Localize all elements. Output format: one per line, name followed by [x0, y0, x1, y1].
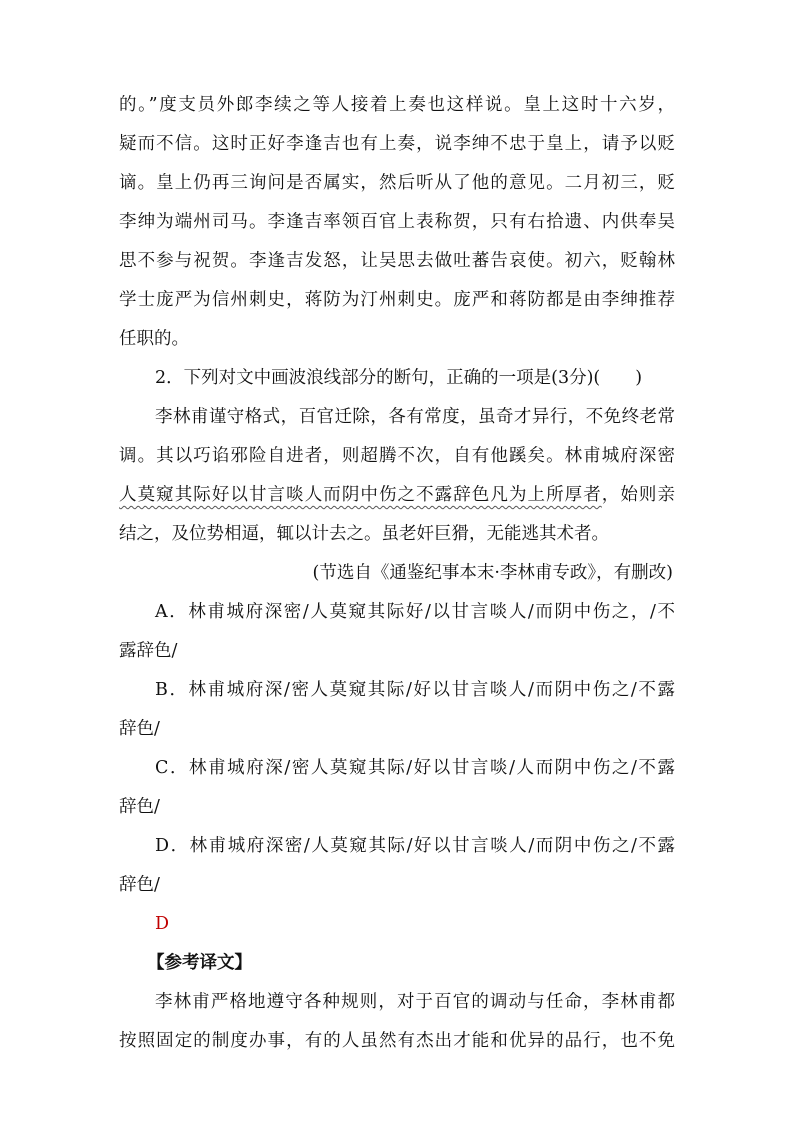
question-2: [119, 359, 675, 944]
reference-translation: [119, 944, 675, 1061]
text-line: 思不参与祝贺。李逢吉发怒，让吴思去做吐蕃告哀使。初六，贬翰林: [119, 251, 675, 271]
option-text: 辞色/: [119, 875, 160, 895]
passage-text: ，始则亲: [601, 485, 676, 505]
option-text: 辞色/: [119, 797, 160, 817]
option-text: B．林甫城府深/密人莫窥其际/好以甘言啖人/而阴中伤之/不露: [155, 680, 675, 700]
option-text: C．林甫城府深/密人莫窥其际/好以甘言啖/人而阴中伤之/不露: [155, 758, 675, 778]
classical-passage-line: 结之，及位势相逼，辄以计去之。虽老奸巨猾，无能逃其术者。: [119, 524, 609, 544]
question-stem: 2．下列对文中画波浪线部分的断句，正确的一项是(3分)( ): [155, 368, 643, 388]
text-line: 任职的。: [119, 329, 189, 349]
text-line: 按照固定的制度办事，有的人虽然有杰出才能和优异的品行，也不免: [119, 1031, 675, 1051]
text-line: 学士庞严为信州刺史，蒋防为汀州刺史。庞严和蒋防都是由李绅推荐: [119, 290, 675, 310]
text-line: 李绅为端州司马。李逢吉率领百官上表称贺，只有右拾遗、内供奉吴: [119, 212, 675, 232]
classical-passage-line: [119, 476, 675, 515]
option-text: A．林甫城府深密/人莫窥其际好/以甘言啖人/而阴中伤之，/不: [155, 602, 675, 622]
option-a: [119, 593, 675, 671]
wavy-underlined-text: 人莫窥其际好以甘言啖人而阴中伤之不露辞色凡为上所厚者: [119, 485, 602, 505]
option-text: 辞色/: [119, 719, 160, 739]
text-line: 谪。皇上仍再三询问是否属实，然后听从了他的意见。二月初三，贬: [119, 173, 675, 193]
answer: D: [155, 914, 170, 934]
text-line: 的。”度支员外郎李续之等人接着上奏也这样说。皇上这时十六岁，: [119, 95, 675, 115]
option-text: D．林甫城府深密/人莫窥其际/好以甘言啖人/而阴中伤之/不露: [155, 836, 675, 856]
text-line: 李林甫严格地遵守各种规则，对于百官的调动与任命，李林甫都: [155, 992, 675, 1012]
translation-paragraph: [119, 86, 675, 359]
classical-passage-line: 李林甫谨守格式，百官迁除，各有常度，虽奇才异行，不免终老常: [155, 407, 675, 427]
option-text: 露辞色/: [119, 641, 178, 661]
passage-source: (节选自《通鉴纪事本末·李林甫专政》，有删改): [312, 563, 673, 583]
section-heading: 【参考译文】: [147, 953, 252, 973]
option-c: [119, 749, 675, 827]
classical-passage-line: 调。其以巧谄邪险自进者，则超腾不次，自有他蹊矣。林甫城府深密: [119, 446, 675, 466]
option-d: [119, 827, 675, 905]
option-b: [119, 671, 675, 749]
document-page: [119, 86, 675, 1061]
text-line: 疑而不信。这时正好李逢吉也有上奏，说李绅不忠于皇上，请予以贬: [119, 134, 675, 154]
